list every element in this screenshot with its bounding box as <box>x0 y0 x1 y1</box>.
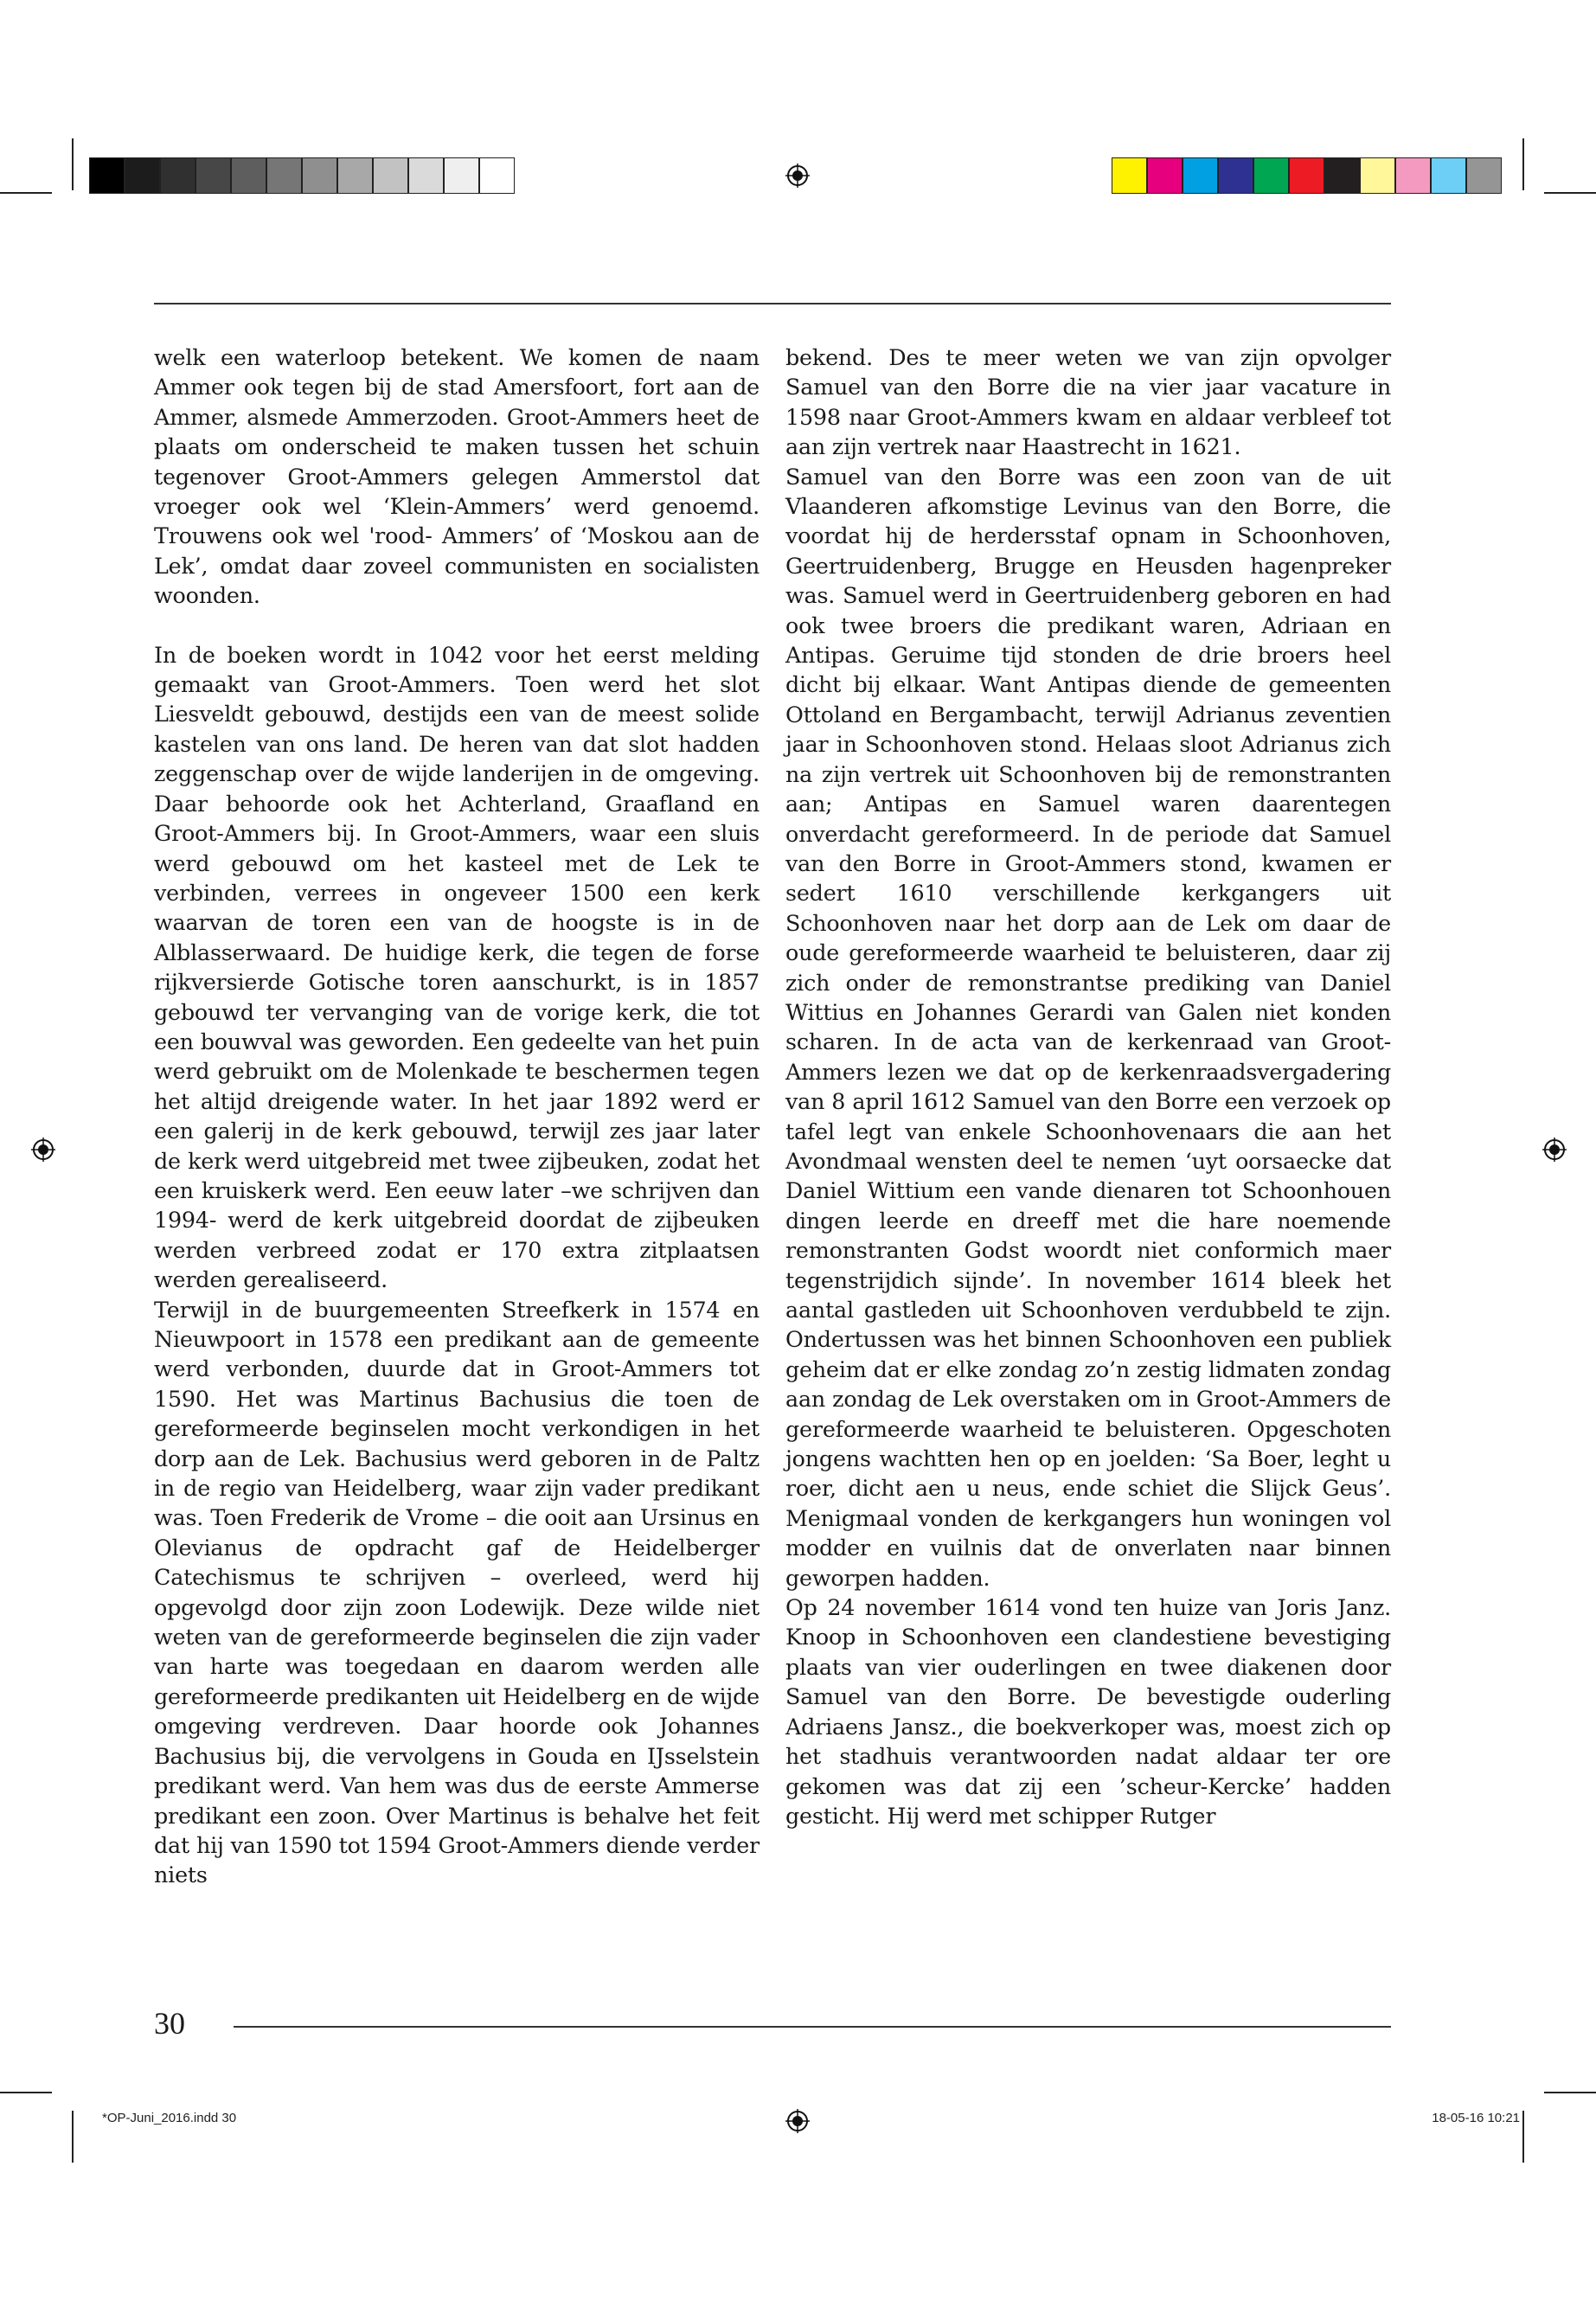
color-swatch <box>1218 157 1253 194</box>
color-swatch <box>408 157 444 194</box>
process-color-bar <box>1112 157 1502 194</box>
registration-mark-icon <box>785 163 810 188</box>
header-rule <box>154 303 1391 304</box>
paragraph: bekend. Des te meer weten we van zijn opvolger Samuel van den Borre die na vier jaar vacature in 1598 naar Groot-Ammers kwam en aldaar verbleef tot aan zijn vertrek naar Haastrecht in 1621. <box>785 344 1391 460</box>
color-swatch <box>444 157 479 194</box>
color-swatch <box>1431 157 1466 194</box>
color-swatch <box>1324 157 1360 194</box>
color-swatch <box>89 157 125 194</box>
crop-mark <box>1544 192 1596 194</box>
color-swatch <box>1253 157 1289 194</box>
color-swatch <box>373 157 408 194</box>
left-column <box>154 343 760 1890</box>
color-swatch <box>1147 157 1183 194</box>
color-swatch <box>1395 157 1431 194</box>
right-column <box>785 343 1391 1830</box>
registration-mark-icon <box>31 1138 55 1162</box>
color-swatch <box>1112 157 1147 194</box>
color-swatch <box>479 157 515 194</box>
color-swatch <box>302 157 337 194</box>
slug-filename: *OP-Juni_2016.indd 30 <box>102 2111 237 2125</box>
paragraph: Op 24 november 1614 vond ten huize van Joris Janz. Knoop in Schoonhoven een clandestiene bevestiging plaats van vier ouderlingen en twee diakenen door Samuel van den Borre. De bevestigde ouderling Adriaens Jansz., die boekverkoper was, moest zich op het stadhuis verantwoorden nadat aldaar ter ore gekomen was dat zij een ’scheur-Kercke’ hadden gesticht. Hij werd met schipper Rutger <box>785 1594 1391 1829</box>
crop-mark <box>0 192 52 194</box>
color-swatch <box>160 157 195 194</box>
color-swatch <box>231 157 266 194</box>
registration-mark-icon <box>1542 1138 1567 1162</box>
paragraph: Samuel van den Borre was een zoon van de uit Vlaanderen afkomstige Levinus van den Borre, die voordat hij de herdersstaf opnam in Schoonhoven, Geertruidenberg, Brugge en Heusden hagenpreker was. Samuel werd in Geertruidenberg geboren en had ook twee broers die predikant waren, Adriaan en Antipas. Geruime tijd stonden de drie broers heel dicht bij elkaar. Want Antipas diende de gemeenten Ottoland en Bergambacht, terwijl Adrianus zeventien jaar in Schoonhoven stond. Helaas sloot Adrianus zich na zijn vertrek uit Schoonhoven bij de remonstranten aan; Antipas en Samuel waren daarentegen onverdacht gereformeerd. In de periode dat Samuel van den Borre in Groot-Ammers stond, kwamen er sedert 1610 verschillende kerkgangers uit Schoonhoven naar het dorp aan de Lek om daar de oude gereformeerde waarheid te beluisteren, daar zij zich onder de remonstrantse prediking van Daniel Wittius en Johannes Gerardi van Galen niet konden scharen. In de acta van de kerkenraad van Groot-Ammers lezen we dat op de kerkenraadsvergadering van 8 april 1612 Samuel van den Borre een verzoek op tafel legt van enkele Schoonhovenaars die aan het Avondmaal wensten deel te nemen ‘uyt oorsaecke dat Daniel Wittium een vande dienaren tot Schoonhouen dingen leerde en dreeff met die hare noemende remonstranten Godst woordt niet conformich maer tegenstrijdich sijnde’. In november 1614 bleek het aantal gastleden uit Schoonhoven verdubbeld te zijn. Ondertussen was het binnen Schoonhoven een publiek geheim dat er elke zondag zo’n zestig lidmaten zondag aan zondag de Lek overstaken om in Groot-Ammers de gereformeerde waarheid te beluisteren. Opgeschoten jongens wachtten hen op en joelden: ‘Sa Boer, leght u roer, dicht aen u neus, ende schiet die Slijck Geus’. Menigmaal vonden de kerkgangers hun woningen vol modder en vuilnis dat de onverlaten naar binnen geworpen hadden. <box>785 463 1391 1591</box>
crop-mark <box>72 138 74 190</box>
slug-date: 18-05-16 10:21 <box>1432 2111 1520 2125</box>
paragraph: In de boeken wordt in 1042 voor het eerst melding gemaakt van Groot-Ammers. Toen werd het slot Liesveldt gebouwd, destijds een van de meest solide kastelen van ons land. De heren van dat slot hadden zeggenschap over de wijde landerijen in de omgeving. Daar behoorde ook het Achterland, Graafland en Groot-Ammers bij. In Groot-Ammers, waar een sluis werd gebouwd om het kasteel met de Lek te verbinden, verrees in ongeveer 1500 een kerk waarvan de toren een van de hoogste is in de Alblasserwaard. De huidige kerk, die tegen de forse rijkversierde Gotische toren aanschurkt, is in 1857 gebouwd ter vervanging van de vorige kerk, die tot een bouwval was geworden. Een gedeelte van het puin werd gebruikt om de Molenkade te beschermen tegen het altijd dreigende water. In het jaar 1892 werd er een galerij in de kerk gebouwd, terwijl zes jaar later de kerk werd uitgebreid met twee zijbeuken, zodat het een kruiskerk werd. Een eeuw later –we schrijven dan 1994- werd de kerk uitgebreid doordat de zijbeuken werden verbreed zodat er 170 extra zitplaatsen werden gerealiseerd. <box>154 641 760 1293</box>
color-swatch <box>1466 157 1502 194</box>
registration-mark-icon <box>785 2109 810 2133</box>
crop-mark <box>1522 138 1524 190</box>
color-swatch <box>195 157 231 194</box>
paragraph: Terwijl in de buurgemeenten Streefkerk in 1574 en Nieuwpoort in 1578 een predikant aan de gemeente werd verbonden, duurde dat in Groot-Ammers tot 1590. Het was Martinus Bachusius die toen de gereformeerde beginselen mocht verkondigen in het dorp aan de Lek. Bachusius werd geboren in de Paltz in de regio van Heidelberg, waar zijn vader predikant was. Toen Frederik de Vrome – die ooit aan Ursinus en Olevianus de opdracht gaf de Heidelberger Catechismus te schrijven – overleed, werd hij opgevolgd door zijn zoon Lodewijk. Deze wilde niet weten van de gereformeerde beginselen die zijn vader van harte was toegedaan en daarom werden alle gereformeerde predikanten uit Heidelberg en de wijde omgeving verdreven. Daar hoorde ook Johannes Bachusius bij, die vervolgens in Gouda en IJsselstein predikant werd. Van hem was dus de eerste Ammerse predikant een zoon. Over Martinus is behalve het feit dat hij van 1590 tot 1594 Groot-Ammers diende verder niets <box>154 1296 760 1888</box>
color-swatch <box>1360 157 1395 194</box>
color-swatch <box>125 157 160 194</box>
color-swatch <box>337 157 373 194</box>
page-number: 30 <box>154 2006 185 2041</box>
footer-rule <box>234 2026 1391 2028</box>
color-swatch <box>1289 157 1324 194</box>
crop-mark <box>1522 2111 1524 2163</box>
paragraph: welk een waterloop betekent. We komen de naam Ammer ook tegen bij de stad Amersfoort, fort aan de Ammer, alsmede Ammerzoden. Groot-Ammers heet de plaats om onderscheid te maken tussen het schuin tegenover Groot-Ammers gelegen Ammerstol dat vroeger ook wel ‘Klein-Ammers’ werd genoemd. Trouwens ook wel 'rood- Ammers’ of ‘Moskou aan de Lek’, omdat daar zoveel communisten en socialisten woonden. <box>154 344 760 609</box>
grayscale-color-bar <box>89 157 515 194</box>
color-swatch <box>1183 157 1218 194</box>
crop-mark <box>0 2092 52 2093</box>
color-swatch <box>266 157 302 194</box>
crop-mark <box>1544 2092 1596 2093</box>
crop-mark <box>72 2111 74 2163</box>
